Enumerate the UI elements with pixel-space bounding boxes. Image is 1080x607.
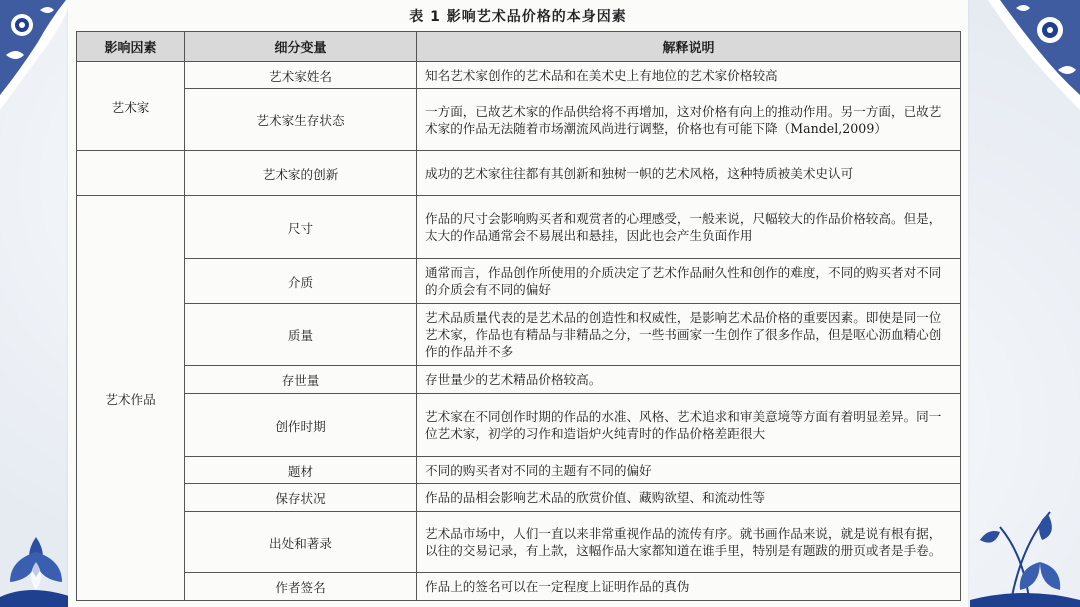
table-row	[77, 394, 961, 457]
variable-cell: 创作时期	[185, 394, 417, 457]
table-row	[77, 573, 961, 601]
factor-cell-empty	[77, 151, 185, 196]
price-factors-table	[76, 31, 961, 601]
floral-ornament-top-left	[0, 0, 72, 110]
explanation-cell: 艺术家在不同创作时期的作品的水准、风格、艺术追求和审美意境等方面有着明显差异。同一位艺术家，初学的习作和造诣炉火纯青时的作品价格差距很大	[417, 394, 961, 457]
table-row	[77, 151, 961, 196]
variable-cell: 艺术家生存状态	[185, 89, 417, 151]
variable-cell: 质量	[185, 304, 417, 366]
variable-cell: 存世量	[185, 366, 417, 394]
variable-cell: 出处和著录	[185, 512, 417, 573]
explanation-cell: 成功的艺术家往往都有其创新和独树一帜的艺术风格，这种特质被美术史认可	[417, 151, 961, 196]
table-row	[77, 196, 961, 259]
explanation-cell: 不同的购买者对不同的主题有不同的偏好	[417, 457, 961, 484]
explanation-cell: 作品的尺寸会影响购买者和观赏者的心理感受，一般来说，尺幅较大的作品价格较高。但是，太大的作品通常会不易展出和悬挂，因此也会产生负面作用	[417, 196, 961, 259]
table-row	[77, 62, 961, 89]
header-factor: 影响因素	[77, 32, 185, 62]
explanation-cell: 一方面，已故艺术家的作品供给将不再增加，这对价格有向上的推动作用。另一方面，已故艺术家的作品无法随着市场潮流风尚进行调整，价格也有可能下降（Mandel,2009）	[417, 89, 961, 151]
table-row	[77, 366, 961, 394]
explanation-cell: 知名艺术家创作的艺术品和在美术史上有地位的艺术家价格较高	[417, 62, 961, 89]
table-row	[77, 457, 961, 484]
variable-cell: 尺寸	[185, 196, 417, 259]
floral-ornament-top-right	[988, 0, 1080, 110]
explanation-cell: 作品的品相会影响艺术品的欣赏价值、藏购欲望、和流动性等	[417, 484, 961, 512]
explanation-cell: 艺术品市场中，人们一直以来非常重视作品的流传有序。就书画作品来说，就是说有根有据，以往的交易记录，有上款，这幅作品大家都知道在谁手里，特别是有题跋的册页或者是手卷。	[417, 512, 961, 573]
lotus-ornament-bottom-right	[970, 492, 1080, 607]
document-page	[68, 0, 968, 607]
explanation-cell: 作品上的签名可以在一定程度上证明作品的真伪	[417, 573, 961, 601]
table-caption: 表 1 影响艺术品价格的本身因素	[409, 9, 627, 25]
explanation-cell: 通常而言，作品创作所使用的介质决定了艺术作品耐久性和创作的难度，不同的购买者对不同的介质会有不同的偏好	[417, 259, 961, 304]
table-row	[77, 259, 961, 304]
variable-cell: 作者签名	[185, 573, 417, 601]
variable-cell: 艺术家的创新	[185, 151, 417, 196]
factor-cell-artwork: 艺术作品	[77, 196, 185, 601]
header-variable: 细分变量	[185, 32, 417, 62]
table-row	[77, 304, 961, 366]
table-row	[77, 89, 961, 151]
table-header-row	[77, 32, 961, 62]
lotus-ornament-bottom-left	[0, 497, 72, 607]
header-explanation: 解释说明	[417, 32, 961, 62]
variable-cell: 保存状况	[185, 484, 417, 512]
variable-cell: 介质	[185, 259, 417, 304]
variable-cell: 题材	[185, 457, 417, 484]
explanation-cell: 艺术品质量代表的是艺术品的创造性和权威性，是影响艺术品价格的重要因素。即使是同一位艺术家，作品也有精品与非精品之分，一些书画家一生创作了很多作品，但是呕心沥血精心创作的作品并不多	[417, 304, 961, 366]
explanation-cell: 存世量少的艺术精品价格较高。	[417, 366, 961, 394]
table-row	[77, 484, 961, 512]
variable-cell: 艺术家姓名	[185, 62, 417, 89]
factor-cell-artist: 艺术家	[77, 62, 185, 151]
table-row	[77, 512, 961, 573]
